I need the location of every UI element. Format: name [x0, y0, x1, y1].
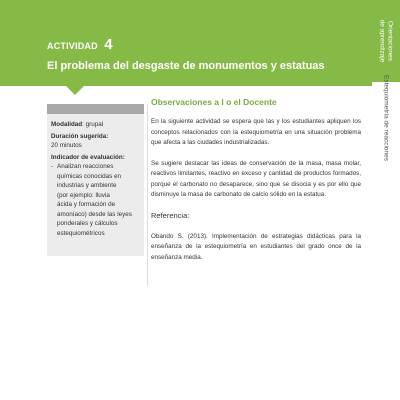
- reference-text: Obando S. (2013). Implementación de estrategias didácticas para la enseñanza de la estequiometría en estudiantes del grado once de la enseñanza media.: [151, 232, 361, 261]
- activity-info-panel: [47, 104, 144, 256]
- activity-word: ACTIVIDAD: [47, 41, 98, 51]
- observations-heading: Observaciones a l o el Docente: [151, 97, 277, 107]
- page-title: El problema del desgaste de monumentos y estatuas: [47, 60, 325, 72]
- duracion-value: 20 minutos: [51, 142, 82, 149]
- side-tab-line1: Orientaciones: [386, 20, 394, 62]
- column-divider: [147, 104, 148, 286]
- indicator-line: químicas conocidas en: [57, 172, 122, 180]
- activity-number: 4: [104, 36, 113, 53]
- teacher-notes: [151, 97, 361, 273]
- side-tab-section: Estequiometría de reacciones: [382, 75, 390, 161]
- indicator-line: - Analizan reacciones: [57, 163, 114, 170]
- modalidad-value: : grupal: [82, 121, 104, 128]
- duracion-label: Duración sugerida:: [51, 132, 109, 140]
- header-notch: [66, 86, 84, 95]
- side-tab-line2: de aprendizaje: [379, 19, 386, 63]
- activity-header: [0, 0, 372, 86]
- activity-label: [47, 36, 113, 54]
- indicator-item: [51, 162, 143, 238]
- indicator-line: ponderales y cálculos: [57, 220, 118, 227]
- indicator-line: ácida y formación de: [57, 201, 116, 208]
- indicator-line: (por ejemplo: lluvia: [57, 191, 110, 199]
- indicator-line: amoníaco) desde las leyes: [57, 210, 132, 218]
- panel-top-strip: [47, 104, 144, 114]
- indicator-line: industrias y ambiente: [57, 182, 117, 189]
- observation-paragraph-2: Se sugiere destacar las ideas de conservación de la masa, masa molar, reactivos limitantes, reactivo en exceso y cantidad de productos formados, porque el carbonato no desaparece, sino que se disocia y es por ello que disminuye la masa de carbonato de calcio sólido en la estatua.: [151, 159, 361, 198]
- modalidad-row: [51, 120, 143, 130]
- indicator-line: estequiométricos: [57, 229, 105, 237]
- side-tab-label: [379, 20, 394, 63]
- modalidad-label: Modalidad: [51, 121, 83, 128]
- indicador-label: Indicador de evaluación:: [51, 153, 125, 161]
- reference-heading: Referencia:: [151, 210, 190, 220]
- observation-paragraph-1: En la siguiente actividad se espera que las y los estudiantes apliquen los conceptos relacionados con la estequiometría en una situación problema que afecta a las ciudades industrializadas.: [151, 118, 361, 146]
